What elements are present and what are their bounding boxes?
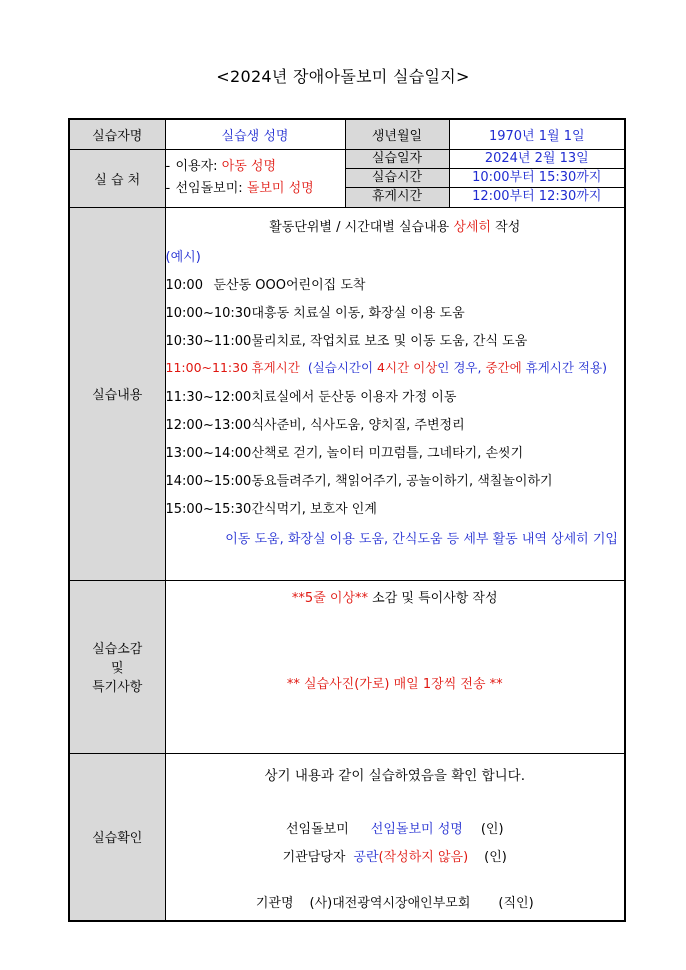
impression-line-1-rest: 소감 및 특이사항 작성 [368,590,498,606]
rest-note-3: 인 경우, [437,359,486,375]
schedule-time: 10:00~10:30 [165,305,252,321]
schedule-time: 11:30~12:00 [165,389,252,405]
confirm-cell [165,753,625,921]
schedule-row [166,330,528,349]
impression-label [69,580,165,753]
org-seal: (직인) [498,895,534,911]
practice-date-label: 실습일자 [346,150,449,169]
content-heading [166,216,625,235]
user-line [166,156,345,178]
manager-sign-value-2: (작성하지 않음) [378,849,469,865]
practice-time-label: 실습시간 [346,169,449,188]
practice-log-table [68,118,626,922]
org-value: (사)대전광역시장애인부모회 [309,895,471,911]
senior-value: 돌보미 성명 [246,181,314,196]
schedule-row [166,442,524,461]
senior-sign-label: 선임돌보미 [285,821,349,837]
senior-sign-line [166,818,625,837]
practice-time-value: 10:00부터 15:30까지 [450,169,625,188]
impression-label-3: 특기사항 [92,680,143,695]
schedule-time: 14:00~15:00 [165,473,252,489]
senior-prefix: 선임돌보미: [175,181,247,196]
schedule-text: 산책로 걷기, 놀이터 미끄럼틀, 그네타기, 손씻기 [251,445,524,461]
confirm-statement: 상기 내용과 같이 실습하였음을 확인 합니다. [264,767,525,784]
rest-note-5: 휴게시간 적용) [521,359,607,375]
manager-sign-value-1: 공란 [353,849,379,865]
practice-place-value [165,149,345,207]
schedule-row [166,302,465,321]
schedule-text: 대흥동 치료실 이동, 화장실 이용 도움 [251,305,465,321]
schedule-text: 물리치료, 작업치료 보조 및 이동 도움, 간식 도움 [251,333,528,349]
manager-sign-line [166,846,625,865]
senior-seal: (인) [480,821,504,837]
schedule-text: 간식먹기, 보호자 인계 [251,501,377,517]
senior-line [166,178,345,200]
bullet: - [165,159,171,174]
rest-note-2: 4시간 이상 [377,359,438,375]
confirm-label: 실습확인 [69,753,165,921]
schedule-text: 식사준비, 식사도움, 양치질, 주변정리 [251,417,465,433]
date-time-labels [345,149,449,207]
impression-cell [165,580,625,753]
content-heading-prefix: 활동단위별 / 시간대별 실습내용 [269,219,454,235]
impression-line-1-emph: **5줄 이상** [291,590,368,606]
practice-content-label: 실습내용 [69,207,165,580]
user-value: 아동 성명 [221,159,277,174]
schedule-text: 둔산동 OOO어린이집 도착 [213,277,366,293]
bullet: - [165,181,171,196]
impression-label-2: 및 [110,661,124,676]
schedule-time: 13:00~14:00 [165,445,252,461]
rest-note-1: (실습시간이 [307,359,378,375]
page-title: <2024년 장애아돌보미 실습일지> [216,67,470,86]
org-sign-line [166,892,625,911]
rest-time-value: 12:00부터 12:30까지 [472,189,602,204]
schedule-row [166,470,553,489]
user-prefix: 이용자: [175,159,222,174]
trainee-name-value: 실습생 성명 [165,119,345,149]
birth-date-value: 1970년 1월 1일 [449,119,625,149]
schedule-time: 10:00 [165,277,203,293]
rest-schedule-time: 11:00~11:30 [165,359,249,375]
content-heading-emph: 상세히 [453,219,492,235]
schedule-row [166,414,465,433]
content-heading-suffix: 작성 [491,219,521,235]
manager-seal: (인) [484,849,507,865]
schedule-text: 치료실에서 둔산동 이용자 가정 이동 [251,389,457,405]
manager-sign-label: 기관담당자 [282,849,346,865]
practice-date-value: 2024년 2월 13일 [450,150,625,169]
example-label: (예시) [165,249,201,265]
schedule-time: 10:30~11:00 [165,333,252,349]
rest-time-label: 휴게시간 [371,189,423,204]
practice-content-cell [165,207,625,580]
schedule-row [166,498,377,517]
impression-label-1: 실습소감 [92,642,143,657]
schedule-text: 동요들려주기, 책읽어주기, 공놀이하기, 색칠놀이하기 [251,473,553,489]
impression-line-1 [166,587,625,606]
practice-place-label: 실 습 처 [69,149,165,207]
schedule-row [166,274,366,293]
rest-schedule-row [166,358,607,376]
schedule-time: 15:00~15:30 [165,501,252,517]
schedule-time: 12:00~13:00 [165,417,252,433]
schedule-row [166,386,457,405]
trainee-name-label: 실습자명 [69,119,165,149]
senior-sign-value: 선임돌보미 성명 [370,821,463,837]
birth-date-label: 생년월일 [345,119,449,149]
rest-note-4: 중간에 [485,359,522,375]
impression-line-2: ** 실습사진(가로) 매일 1장씩 전송 ** [286,676,503,692]
content-footnote: 이동 도움, 화장실 이용 도움, 간식도움 등 세부 활동 내역 상세히 기입 [225,531,618,547]
date-time-values [449,149,625,207]
org-label: 기관명 [255,895,294,911]
rest-schedule-title: 휴게시간 [251,359,300,375]
